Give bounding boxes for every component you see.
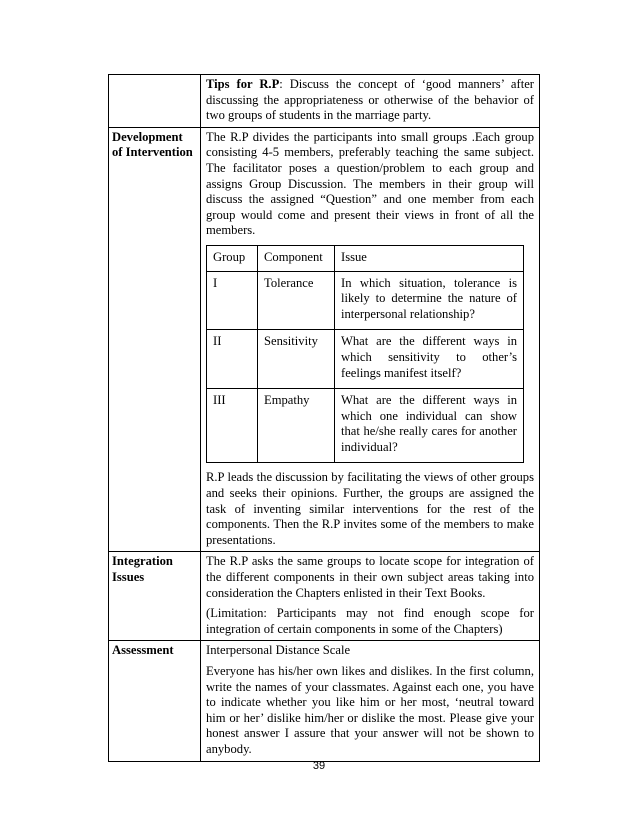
row-group: II <box>207 330 258 389</box>
content-table <box>108 74 540 762</box>
development-label: Development of Intervention <box>109 127 201 552</box>
assessment-label: Assessment <box>109 641 201 761</box>
tips-text: : Discuss the concept of ‘good manners’ after discussing the appropriateness or otherwise of the behavior of two groups of students in the marriage party. <box>206 77 534 123</box>
header-issue: Issue <box>335 245 524 271</box>
header-group: Group <box>207 245 258 271</box>
row-issue: In which situation, tolerance is likely to determine the nature of interpersonal relationship? <box>335 271 524 330</box>
table-row <box>207 330 524 389</box>
table-row <box>207 271 524 330</box>
header-component: Component <box>258 245 335 271</box>
assessment-text: Everyone has his/her own likes and dislikes. In the first column, write the names of your classmates. Against each one, you have to indicate whether you like him or her most, ‘neutral toward him or her’ dislike him/her or dislike the most. Please give your honest answer I assure that your answer will not be shown to anybody. <box>206 664 534 756</box>
group-table-header <box>207 245 524 271</box>
tips-body-cell <box>201 75 540 128</box>
development-intro: The R.P divides the participants into small groups .Each group consisting 4-5 members, preferably teaching the same subject. The facilitator poses a question/problem to each group and assigns Group Discussion. The members in their group will discuss the assigned “Question” and one member from each group would come and present their views in front of all the members. <box>206 129 534 238</box>
assessment-body-cell <box>201 641 540 761</box>
integration-text: The R.P asks the same groups to locate scope for integration of the different components in their own subject areas taking into consideration the Chapters enlisted in their Text Books. <box>206 554 534 600</box>
row-issue: What are the different ways in which sensitivity to other’s feelings manifest itself? <box>335 330 524 389</box>
tips-row <box>109 75 540 128</box>
development-body-cell <box>201 127 540 552</box>
table-row <box>207 389 524 463</box>
row-group: III <box>207 389 258 463</box>
integration-row <box>109 552 540 641</box>
integration-label: Integration Issues <box>109 552 201 641</box>
row-issue: What are the different ways in which one individual can show that he/she really cares for another individual? <box>335 389 524 463</box>
assessment-title: Interpersonal Distance Scale <box>206 643 351 658</box>
row-component: Empathy <box>258 389 335 463</box>
group-table <box>206 245 524 464</box>
row-component: Tolerance <box>258 271 335 330</box>
development-row <box>109 127 540 552</box>
assessment-row <box>109 641 540 761</box>
tips-title: Tips for R.P <box>206 77 280 91</box>
row-component: Sensitivity <box>258 330 335 389</box>
row-group: I <box>207 271 258 330</box>
page-number: 39 <box>312 760 326 772</box>
tips-label-cell <box>109 75 201 128</box>
integration-note: (Limitation: Participants may not find enough scope for integration of certain components in some of the Chapters) <box>206 606 534 636</box>
integration-body-cell <box>201 552 540 641</box>
tips-paragraph <box>206 77 534 124</box>
development-outro: R.P leads the discussion by facilitating the views of other groups and seeks their opinions. Further, the groups are assigned the task of inventing similar interventions for the rest of the components. Then the R.P invites some of the members to make presentations. <box>206 470 534 547</box>
